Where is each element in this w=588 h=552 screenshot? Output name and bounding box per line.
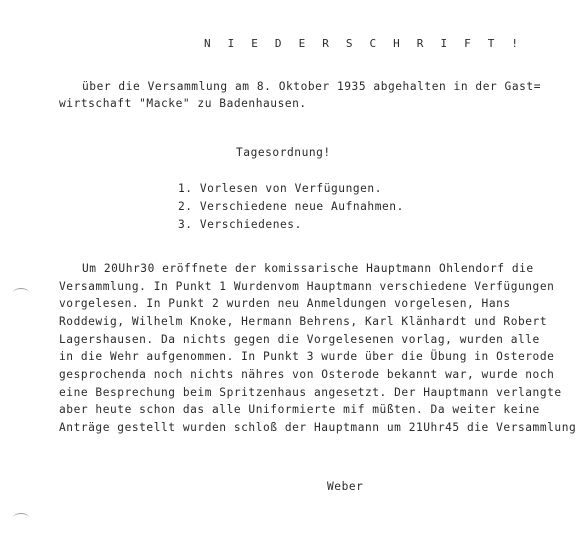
body-line-4: Roddewig, Wilhelm Knoke, Hermann Behrens, Karl Klänhardt und Robert: [59, 315, 548, 328]
punch-hole-mark: [13, 288, 29, 297]
intro-line-1: über die Versammlung am 8. Oktober 1935 abgehalten in der Gast=: [82, 80, 541, 93]
body-line-1: Um 20Uhr30 eröffnete der komissarische Hauptmann Ohlendorf die: [82, 262, 534, 275]
body-line-9: aber heute schon das alle Uniformierte mif müßten. Da weiter keine: [59, 403, 540, 416]
body-line-2: Versammlung. In Punkt 1 Wurdenvom Hauptmann verschiedene Verfügungen: [59, 280, 555, 293]
agenda-item-3: 3. Verschiedenes.: [178, 218, 302, 231]
body-line-5: Lagershausen. Da nichts gegen die Vorgelesenen vorlag, wurden alle: [59, 333, 540, 346]
signature: Weber: [327, 480, 364, 493]
intro-line-2: wirtschaft "Macke" zu Badenhausen.: [59, 97, 307, 110]
body-line-7: gesprochenda noch nichts nähres von Osterode bekannt war, wurde noch: [59, 368, 555, 381]
document-title: N I E D E R S C H R I F T !: [204, 37, 524, 50]
body-line-10: Anträge gestellt wurden schloß der Hauptmann um 21Uhr45 die Versammlung: [59, 421, 577, 434]
punch-hole-mark: [13, 513, 29, 522]
body-line-3: vorgelesen. In Punkt 2 wurden neu Anmeldungen vorgelesen, Hans: [59, 297, 511, 310]
agenda-item-1: 1. Vorlesen von Verfügungen.: [178, 182, 382, 195]
agenda-heading: Tagesordnung!: [236, 146, 331, 159]
body-line-8: eine Besprechung beim Spritzenhaus angesetzt. Der Hauptmann verlangte: [59, 386, 562, 399]
agenda-item-2: 2. Verschiedene neue Aufnahmen.: [178, 200, 404, 213]
body-line-6: in die Wehr aufgenommen. In Punkt 3 wurde über die Übung in Osterode: [59, 350, 555, 363]
